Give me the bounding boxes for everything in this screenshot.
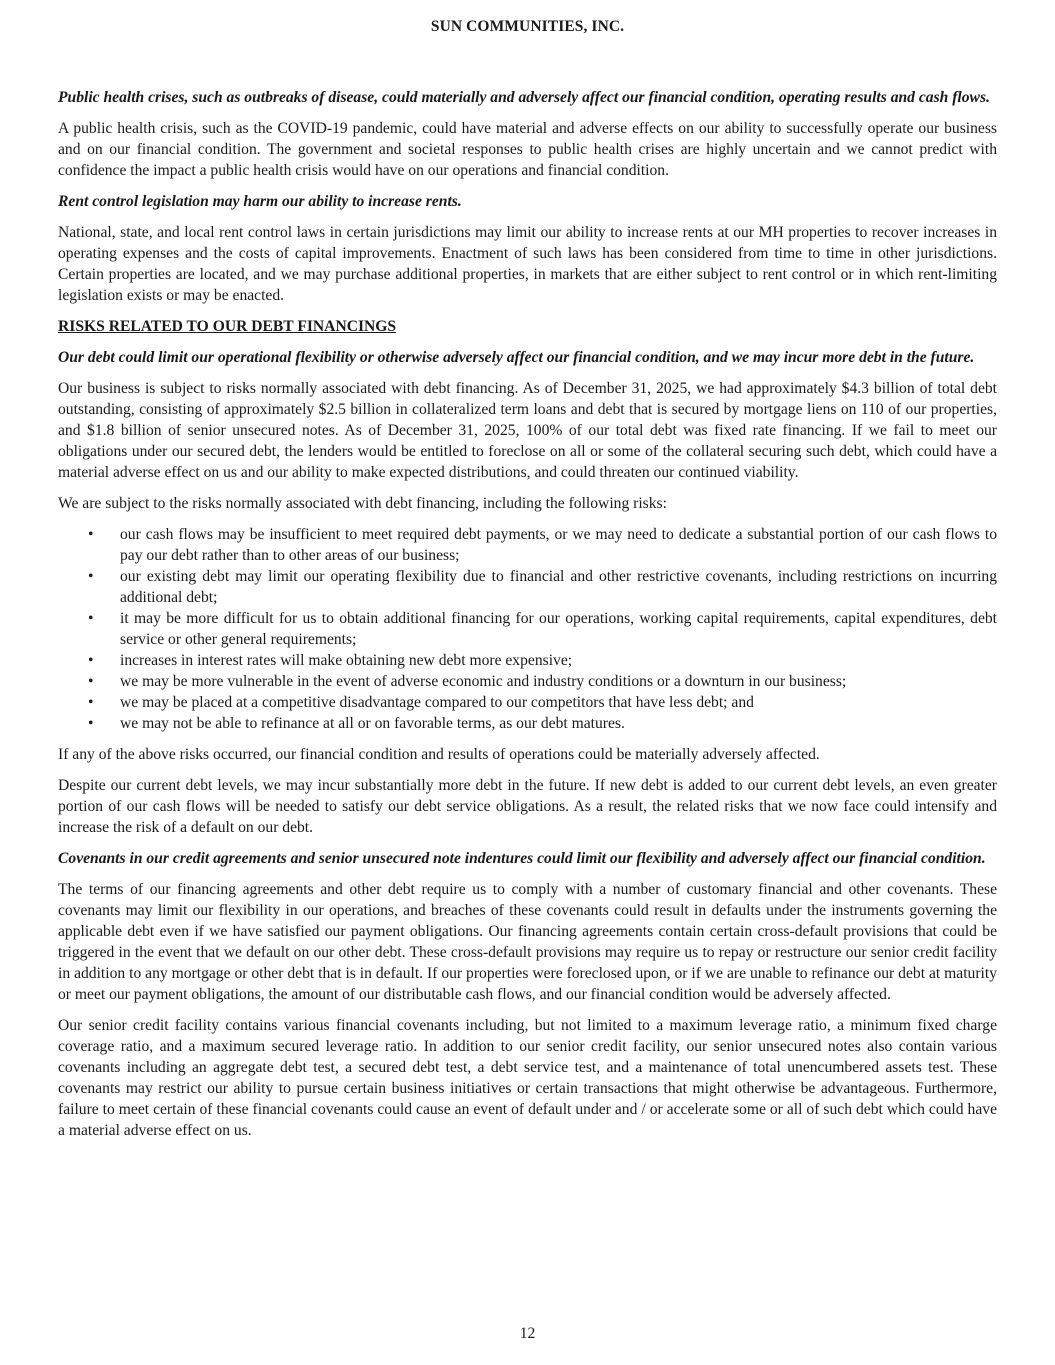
paragraph-public-health: A public health crisis, such as the COVID-19 pandemic, could have material and adverse effects on our ability to successfully operate our business and on our financial condition. The government and societal responses to public health crises are highly uncertain and we cannot predict with confidence the impact a public health crisis would have on our operations and financial condition. — [58, 120, 997, 179]
list-item-text: we may be more vulnerable in the event of adverse economic and industry conditions or a downturn in our business; — [120, 673, 847, 690]
debt-risks-list — [58, 524, 997, 734]
paragraph-risks-occurred: If any of the above risks occurred, our financial condition and results of operations could be materially adversely affected. — [58, 746, 820, 763]
list-item-text: we may not be able to refinance at all or on favorable terms, as our debt matures. — [120, 715, 625, 732]
paragraph-more-debt: Despite our current debt levels, we may incur substantially more debt in the future. If new debt is added to our current debt levels, an even greater portion of our cash flows will be needed to satisfy our debt service obligations. As a result, the related risks that we now face could intensify and increase the risk of a default on our debt. — [58, 777, 997, 836]
section-title-debt-financings: RISKS RELATED TO OUR DEBT FINANCINGS — [58, 318, 397, 335]
list-item — [58, 524, 997, 566]
paragraph-covenants-senior-credit: Our senior credit facility contains various financial covenants including, but not limited to a maximum leverage ratio, a minimum fixed charge coverage ratio, and a maximum secured leverage ratio. In addition to our senior credit facility, our senior unsecured notes also contain various covenants including an aggregate debt test, a secured debt test, a debt service test, and a maintenance of total unencumbered assets test. These covenants may restrict our ability to pursue certain business initiatives or certain transactions that might otherwise be advantageous. Furthermore, failure to meet certain of these financial covenants could cause an event of default under and / or accelerate some or all of such debt which could have a material adverse effect on us. — [58, 1017, 997, 1139]
paragraph-debt-risks-intro: We are subject to the risks normally associated with debt financing, including the following risks: — [58, 495, 667, 512]
list-item — [58, 671, 997, 692]
paragraph-debt-outstanding: Our business is subject to risks normally associated with debt financing. As of December 31, 2025, we had approximately $4.3 billion of total debt outstanding, consisting of approximately $2.5 billion in collateralized term loans and debt that is secured by mortgage liens on 110 of our properties, and $1.8 billion of senior unsecured notes. As of December 31, 2025, 100% of our total debt was fixed rate financing. If we fail to meet our obligations under our secured debt, the lenders would be entitled to foreclose on all or some of the collateral securing such debt, which could have a material adverse effect on us and our ability to make expected distributions, and could threaten our continued viability. — [58, 380, 997, 481]
list-item — [58, 713, 997, 734]
risk-heading-public-health: Public health crises, such as outbreaks of disease, could materially and adversely affect our financial condition, operating results and cash flows. — [58, 89, 990, 106]
risk-heading-rent-control: Rent control legislation may harm our ability to increase rents. — [58, 193, 462, 210]
bullet-mark: • — [88, 610, 94, 627]
bullet-mark: • — [88, 568, 94, 585]
list-item-text: our existing debt may limit our operating flexibility due to financial and other restrictive covenants, including restrictions on incurring additional debt; — [120, 568, 997, 606]
list-item-text: we may be placed at a competitive disadvantage compared to our competitors that have less debt; and — [120, 694, 754, 711]
list-item — [58, 692, 997, 713]
document-body — [58, 87, 997, 1151]
list-item-text: our cash flows may be insufficient to meet required debt payments, or we may need to dedicate a substantial portion of our cash flows to pay our debt rather than to other areas of our business; — [120, 526, 997, 564]
bullet-mark: • — [88, 715, 94, 732]
list-item — [58, 608, 997, 650]
paragraph-rent-control: National, state, and local rent control laws in certain jurisdictions may limit our ability to increase rents at our MH properties to recover increases in operating expenses and the costs of capital improvements. Enactment of such laws has been considered from time to time in other jurisdictions. Certain properties are located, and we may purchase additional properties, in markets that are either subject to rent control or in which rent-limiting legislation exists or may be enacted. — [58, 224, 997, 304]
bullet-mark: • — [88, 673, 94, 690]
bullet-mark: • — [88, 526, 94, 543]
risk-heading-covenants: Covenants in our credit agreements and senior unsecured note indentures could limit our flexibility and adversely affect our financial condition. — [58, 850, 986, 867]
bullet-mark: • — [88, 652, 94, 669]
list-item-text: it may be more difficult for us to obtain additional financing for our operations, working capital requirements, capital expenditures, debt service or other general requirements; — [120, 610, 997, 648]
list-item — [58, 566, 997, 608]
bullet-mark: • — [88, 694, 94, 711]
company-header: SUN COMMUNITIES, INC. — [430, 18, 625, 35]
risk-heading-debt: Our debt could limit our operational flexibility or otherwise adversely affect our financial condition, and we may incur more debt in the future. — [58, 349, 975, 366]
page-number: 12 — [519, 1325, 536, 1342]
list-item-text: increases in interest rates will make obtaining new debt more expensive; — [120, 652, 573, 669]
paragraph-covenants-terms: The terms of our financing agreements and other debt require us to comply with a number of customary financial and other covenants. These covenants may limit our flexibility in our operations, and breaches of these covenants could result in defaults under the instruments governing the applicable debt even if we have satisfied our payment obligations. Our financing agreements contain certain cross-default provisions that could be triggered in the event that we default on our other debt. These cross-default provisions may require us to repay or restructure our senior credit facility in addition to any mortgage or other debt that is in default. If our properties were foreclosed upon, or if we are unable to refinance our debt at maturity or meet our payment obligations, the amount of our distributable cash flows, and our financial condition would be adversely affected. — [58, 881, 997, 1003]
list-item — [58, 650, 997, 671]
document-page — [58, 0, 997, 1365]
